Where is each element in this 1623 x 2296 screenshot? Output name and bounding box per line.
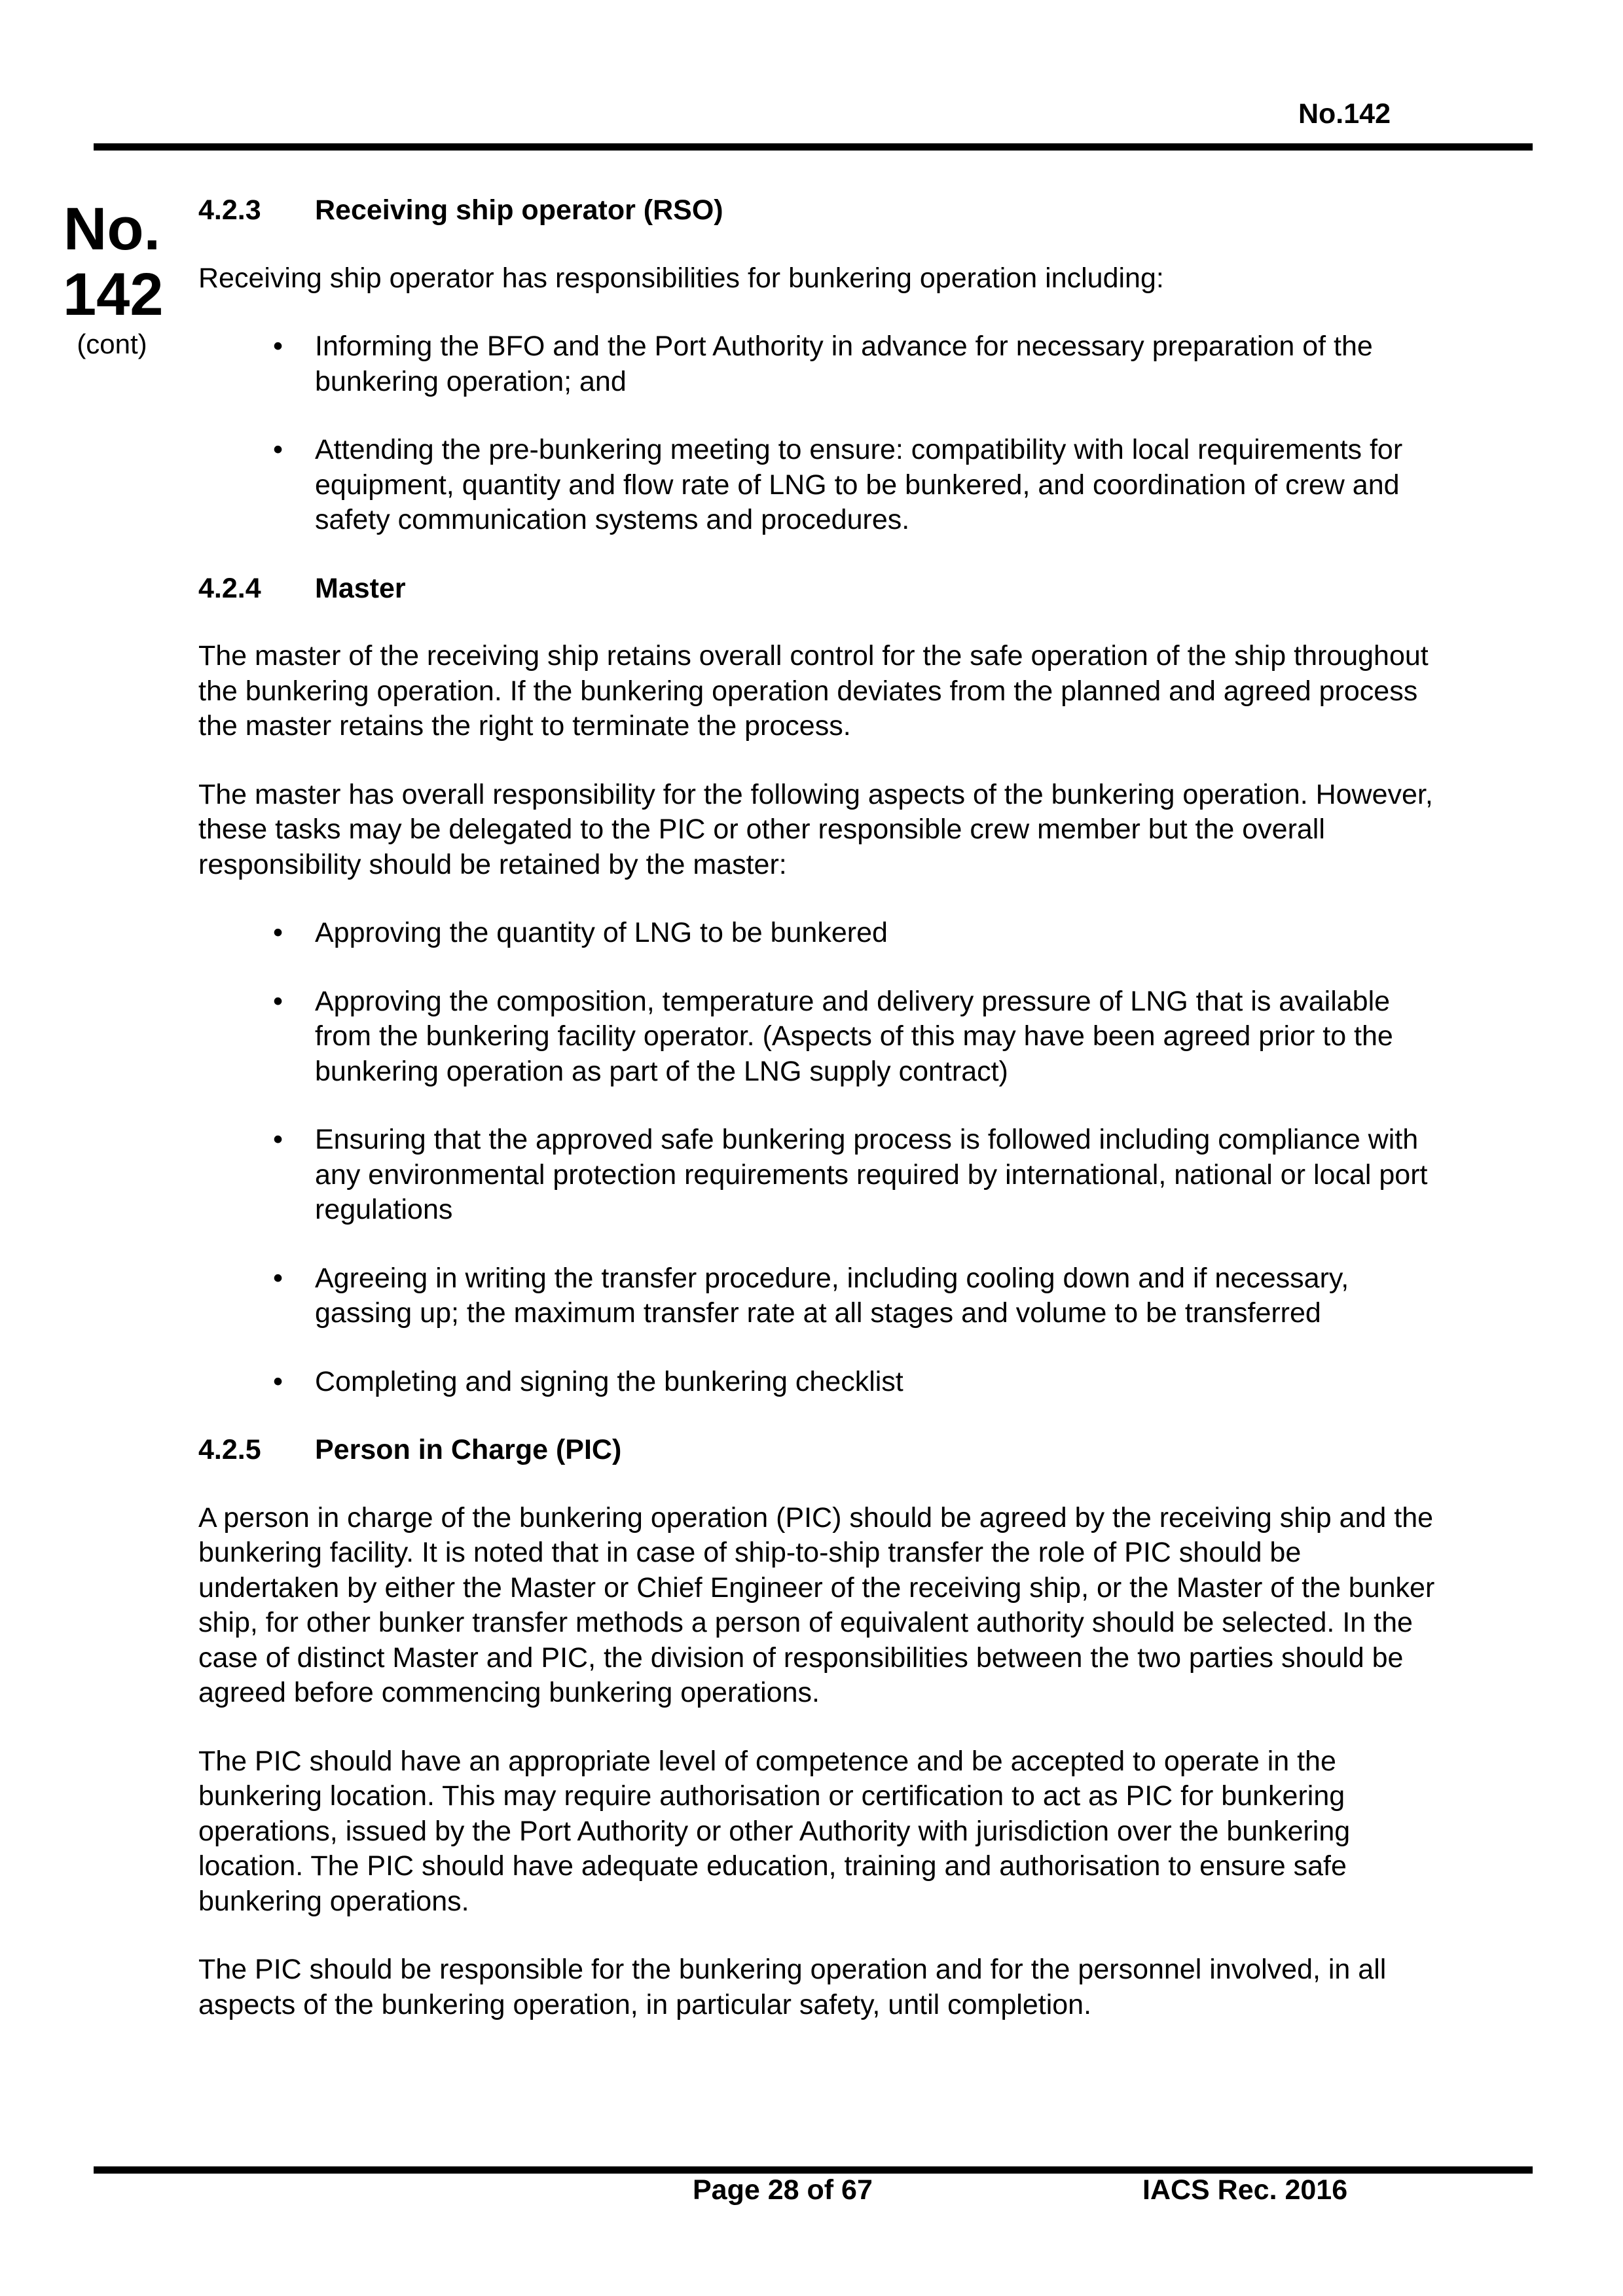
- paragraph: The master has overall responsibility for the following aspects of the bunkering operation. However, these tasks may be delegated to the PIC or other responsible crew member but the overall responsibility should be retained by the master:: [198, 778, 1433, 880]
- paragraph: A person in charge of the bunkering operation (PIC) should be agreed by the receiving ship and the bunkering facility. It is noted that in case of ship-to-ship transfer the role of PIC should be undertaken by either the Master or Chief Engineer of the receiving ship, or the Master of the bunker ship, for other bunker transfer methods a person of equivalent authority should be selected. In the case of distinct Master and PIC, the division of responsibilities between the two parties should be agreed before commencing bunkering operations.: [198, 1501, 1435, 1708]
- footer-page-number: Page 28 of 67: [693, 2174, 873, 2206]
- section-number: 4.2.4: [198, 572, 261, 604]
- paragraph: The PIC should be responsible for the bunkering operation and for the personnel involved, in all aspects of the bunkering operation, in particular safety, until completion.: [198, 1954, 1387, 2020]
- bullet-icon: •: [273, 1124, 283, 1155]
- margin-label-no: No.: [63, 196, 161, 262]
- list-item: • Approving the quantity of LNG to be bunkered: [315, 916, 1449, 951]
- margin-label-cont: (cont): [77, 329, 147, 359]
- bullet-list: [198, 329, 1449, 538]
- list-item: • Agreeing in writing the transfer procedure, including cooling down and if necessary, gassing up; the maximum transfer rate at all stages and volume to be transferred: [273, 1262, 1349, 1329]
- paragraph: The master of the receiving ship retains overall control for the safe operation of the ship throughout the bunkering operation. If the bunkering operation deviates from the planned and agreed process the master retains the right to terminate the process.: [198, 640, 1429, 742]
- section-title: Person in Charge (PIC): [315, 1434, 622, 1465]
- list-item: • Informing the BFO and the Port Authority in advance for necessary preparation of the bunkering operation; and: [273, 331, 1373, 397]
- margin-label-number: 142: [63, 261, 164, 328]
- section-heading-4-2-4: [198, 571, 1449, 607]
- section-heading-4-2-3: [198, 193, 1449, 228]
- bullet-icon: •: [273, 434, 283, 465]
- footer-rule: [94, 2166, 1533, 2174]
- paragraph: Receiving ship operator has responsibilities for bunkering operation including:: [198, 262, 1164, 294]
- footer-rec-ref: IACS Rec. 2016: [1142, 2174, 1348, 2206]
- margin-label: [63, 196, 164, 360]
- bullet-icon: •: [273, 1365, 283, 1397]
- section-number: 4.2.3: [198, 194, 261, 226]
- list-item: • Ensuring that the approved safe bunkering process is followed including compliance with any environmental protection requirements required by international, national or local port regulations: [273, 1124, 1428, 1225]
- page-content: [198, 193, 1449, 2056]
- header-doc-ref: No.142: [1298, 98, 1391, 130]
- section-title: Master: [315, 572, 406, 604]
- bullet-list: [198, 916, 1449, 1399]
- bullet-icon: •: [273, 917, 283, 948]
- section-title: Receiving ship operator (RSO): [315, 194, 723, 226]
- bullet-icon: •: [273, 985, 283, 1017]
- list-item: • Approving the composition, temperature and delivery pressure of LNG that is available from the bunkering facility operator. (Aspects of this may have been agreed prior to the bunkering operation as part of the LNG supply contract): [273, 985, 1393, 1087]
- paragraph: The PIC should have an appropriate level of competence and be accepted to operate in the bunkering location. This may require authorisation or certification to act as PIC for bunkering operations, issued by the Port Authority or other Authority with jurisdiction over the bunkering location. The PIC should have adequate education, training and authorisation to ensure safe bunkering operations.: [198, 1745, 1351, 1917]
- header-rule: [94, 143, 1533, 151]
- bullet-icon: •: [273, 1262, 283, 1294]
- list-item: • Attending the pre-bunkering meeting to ensure: compatibility with local requirements for equipment, quantity and flow rate of LNG to be bunkered, and coordination of crew and safety communication systems and procedures.: [273, 434, 1403, 535]
- section-number: 4.2.5: [198, 1434, 261, 1465]
- list-item: • Completing and signing the bunkering checklist: [315, 1365, 1449, 1400]
- bullet-icon: •: [273, 331, 283, 362]
- section-heading-4-2-5: [198, 1433, 1449, 1468]
